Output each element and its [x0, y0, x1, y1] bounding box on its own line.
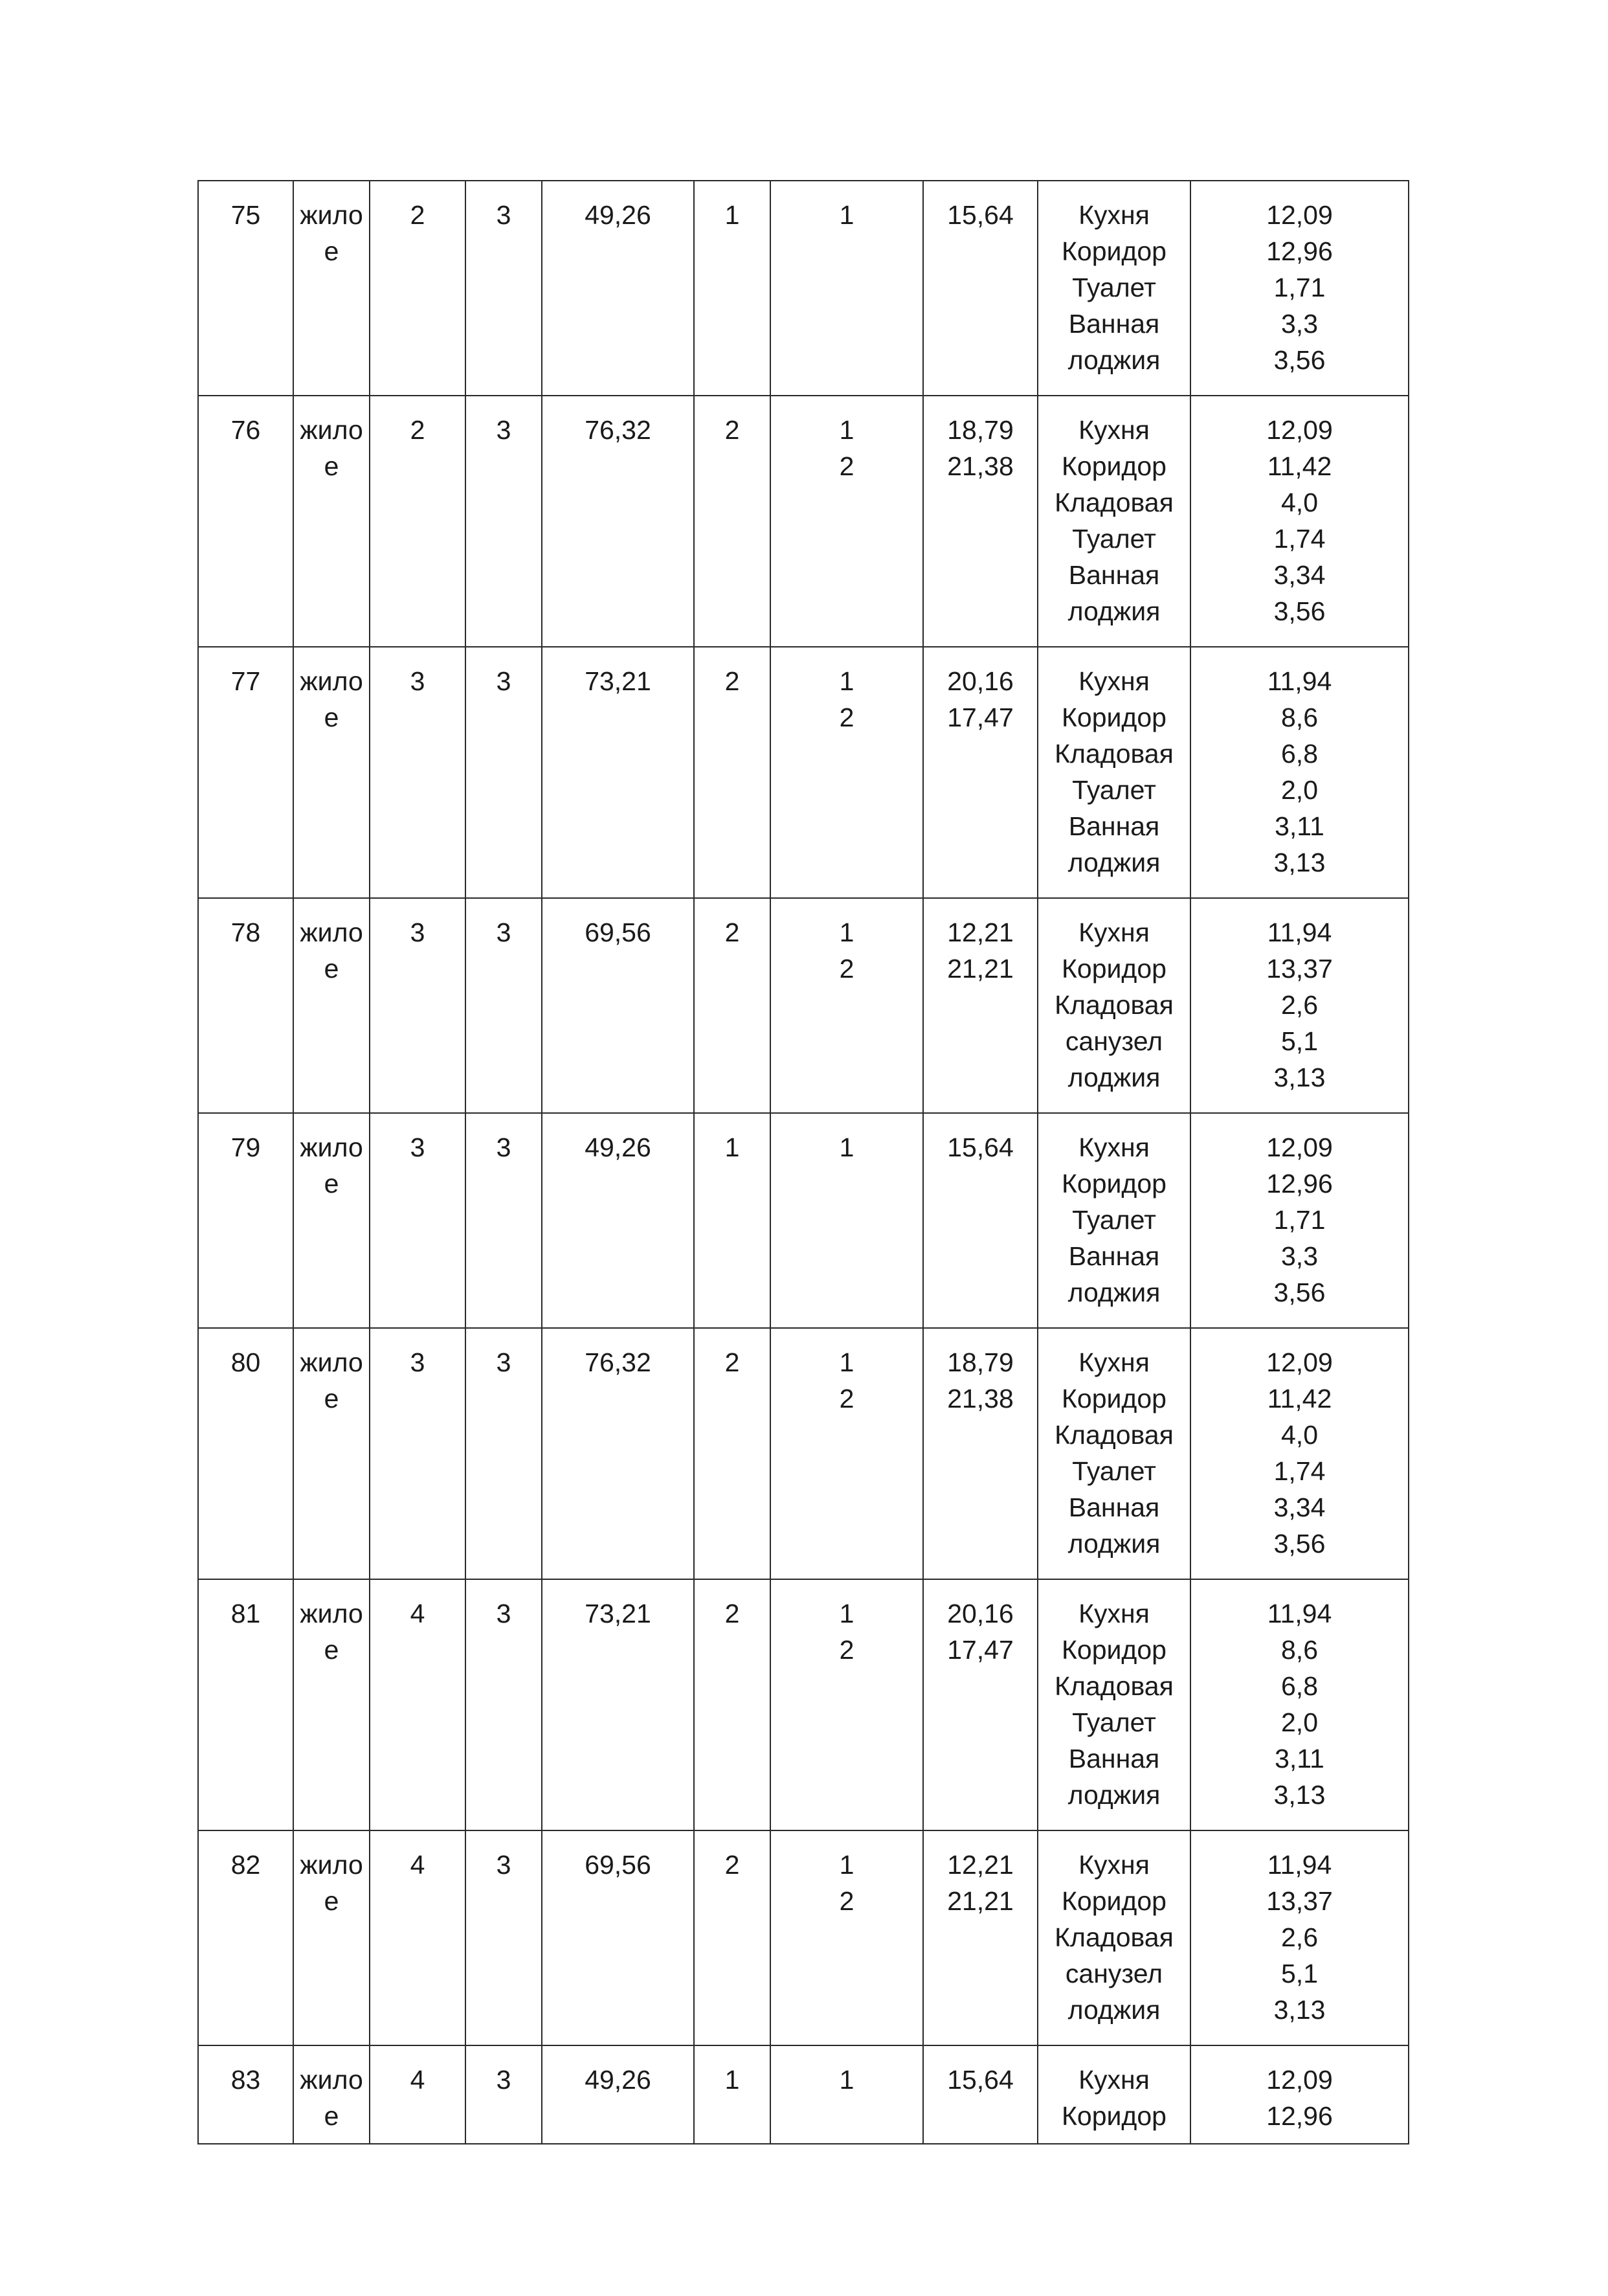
- table-row: [198, 898, 1409, 1113]
- table-row: [198, 181, 1409, 396]
- section-cell: 3: [465, 1328, 542, 1579]
- section-cell: 3: [465, 1830, 542, 2045]
- total-area-cell: 76,32: [542, 1328, 694, 1579]
- table-row: [198, 1113, 1409, 1328]
- section-cell: 3: [465, 1113, 542, 1328]
- apartment-number-cell: 81: [198, 1579, 293, 1830]
- room-count-cell: 1: [694, 2045, 770, 2144]
- section-cell: 3: [465, 898, 542, 1113]
- room-numbers-cell: 1: [770, 1113, 923, 1328]
- auxiliary-areas-cell: 11,94 8,6 6,8 2,0 3,11 3,13: [1190, 647, 1409, 898]
- total-area-cell: 73,21: [542, 1579, 694, 1830]
- room-count-cell: 2: [694, 898, 770, 1113]
- auxiliary-rooms-cell: Кухня Коридор Кладовая Туалет Ванная лоджия: [1038, 1328, 1190, 1579]
- room-numbers-cell: 1 2: [770, 396, 923, 647]
- room-numbers-cell: 1 2: [770, 647, 923, 898]
- room-areas-cell: 15,64: [923, 1113, 1038, 1328]
- room-areas-cell: 15,64: [923, 2045, 1038, 2144]
- table-body: [198, 181, 1409, 2144]
- auxiliary-rooms-cell: Кухня Коридор Туалет Ванная лоджия: [1038, 181, 1190, 396]
- section-cell: 3: [465, 396, 542, 647]
- room-areas-cell: 20,16 17,47: [923, 647, 1038, 898]
- room-count-cell: 2: [694, 1579, 770, 1830]
- total-area-cell: 49,26: [542, 181, 694, 396]
- room-count-cell: 1: [694, 1113, 770, 1328]
- room-areas-cell: 20,16 17,47: [923, 1579, 1038, 1830]
- room-areas-cell: 15,64: [923, 181, 1038, 396]
- apartment-number-cell: 77: [198, 647, 293, 898]
- apartment-number-cell: 82: [198, 1830, 293, 2045]
- table-row: [198, 2045, 1409, 2144]
- apartment-number-cell: 75: [198, 181, 293, 396]
- room-count-cell: 2: [694, 1830, 770, 2045]
- section-cell: 3: [465, 1579, 542, 1830]
- section-cell: 3: [465, 2045, 542, 2144]
- premises-type-cell: жилое: [293, 396, 370, 647]
- room-numbers-cell: 1 2: [770, 898, 923, 1113]
- floor-cell: 3: [370, 898, 465, 1113]
- premises-type-cell: жилое: [293, 2045, 370, 2144]
- room-count-cell: 2: [694, 647, 770, 898]
- apartment-number-cell: 83: [198, 2045, 293, 2144]
- apartment-number-cell: 79: [198, 1113, 293, 1328]
- auxiliary-rooms-cell: Кухня Коридор Кладовая Туалет Ванная лоджия: [1038, 1579, 1190, 1830]
- premises-type-cell: жилое: [293, 898, 370, 1113]
- premises-type-cell: жилое: [293, 181, 370, 396]
- auxiliary-rooms-cell: Кухня Коридор Кладовая санузел лоджия: [1038, 898, 1190, 1113]
- room-count-cell: 2: [694, 1328, 770, 1579]
- table-row: [198, 1830, 1409, 2045]
- floor-cell: 4: [370, 1830, 465, 2045]
- floor-cell: 3: [370, 1328, 465, 1579]
- auxiliary-areas-cell: 11,94 13,37 2,6 5,1 3,13: [1190, 898, 1409, 1113]
- table-row: [198, 396, 1409, 647]
- section-cell: 3: [465, 647, 542, 898]
- room-count-cell: 1: [694, 181, 770, 396]
- auxiliary-rooms-cell: Кухня Коридор Кладовая санузел лоджия: [1038, 1830, 1190, 2045]
- room-areas-cell: 12,21 21,21: [923, 898, 1038, 1113]
- floor-cell: 3: [370, 1113, 465, 1328]
- auxiliary-rooms-cell: Кухня Коридор Кладовая Туалет Ванная лоджия: [1038, 647, 1190, 898]
- floor-cell: 4: [370, 1579, 465, 1830]
- auxiliary-areas-cell: 12,09 12,96: [1190, 2045, 1409, 2144]
- table-row: [198, 647, 1409, 898]
- total-area-cell: 73,21: [542, 647, 694, 898]
- room-areas-cell: 18,79 21,38: [923, 1328, 1038, 1579]
- auxiliary-areas-cell: 11,94 8,6 6,8 2,0 3,11 3,13: [1190, 1579, 1409, 1830]
- premises-type-cell: жилое: [293, 1113, 370, 1328]
- floor-cell: 2: [370, 181, 465, 396]
- total-area-cell: 69,56: [542, 1830, 694, 2045]
- total-area-cell: 49,26: [542, 2045, 694, 2144]
- premises-type-cell: жилое: [293, 647, 370, 898]
- total-area-cell: 49,26: [542, 1113, 694, 1328]
- premises-type-cell: жилое: [293, 1579, 370, 1830]
- premises-type-cell: жилое: [293, 1328, 370, 1579]
- room-numbers-cell: 1 2: [770, 1830, 923, 2045]
- auxiliary-areas-cell: 12,09 11,42 4,0 1,74 3,34 3,56: [1190, 1328, 1409, 1579]
- room-numbers-cell: 1: [770, 2045, 923, 2144]
- section-cell: 3: [465, 181, 542, 396]
- room-numbers-cell: 1: [770, 181, 923, 396]
- floor-cell: 3: [370, 647, 465, 898]
- auxiliary-areas-cell: 11,94 13,37 2,6 5,1 3,13: [1190, 1830, 1409, 2045]
- auxiliary-rooms-cell: Кухня Коридор Кладовая Туалет Ванная лоджия: [1038, 396, 1190, 647]
- room-count-cell: 2: [694, 396, 770, 647]
- apartment-number-cell: 80: [198, 1328, 293, 1579]
- auxiliary-rooms-cell: Кухня Коридор: [1038, 2045, 1190, 2144]
- room-numbers-cell: 1 2: [770, 1328, 923, 1579]
- floor-cell: 4: [370, 2045, 465, 2144]
- apartments-table: [197, 180, 1409, 2144]
- table-row: [198, 1328, 1409, 1579]
- apartment-number-cell: 78: [198, 898, 293, 1113]
- table-row: [198, 1579, 1409, 1830]
- room-numbers-cell: 1 2: [770, 1579, 923, 1830]
- room-areas-cell: 12,21 21,21: [923, 1830, 1038, 2045]
- room-areas-cell: 18,79 21,38: [923, 396, 1038, 647]
- total-area-cell: 69,56: [542, 898, 694, 1113]
- auxiliary-areas-cell: 12,09 12,96 1,71 3,3 3,56: [1190, 181, 1409, 396]
- auxiliary-areas-cell: 12,09 11,42 4,0 1,74 3,34 3,56: [1190, 396, 1409, 647]
- auxiliary-rooms-cell: Кухня Коридор Туалет Ванная лоджия: [1038, 1113, 1190, 1328]
- premises-type-cell: жилое: [293, 1830, 370, 2045]
- total-area-cell: 76,32: [542, 396, 694, 647]
- floor-cell: 2: [370, 396, 465, 647]
- auxiliary-areas-cell: 12,09 12,96 1,71 3,3 3,56: [1190, 1113, 1409, 1328]
- apartment-number-cell: 76: [198, 396, 293, 647]
